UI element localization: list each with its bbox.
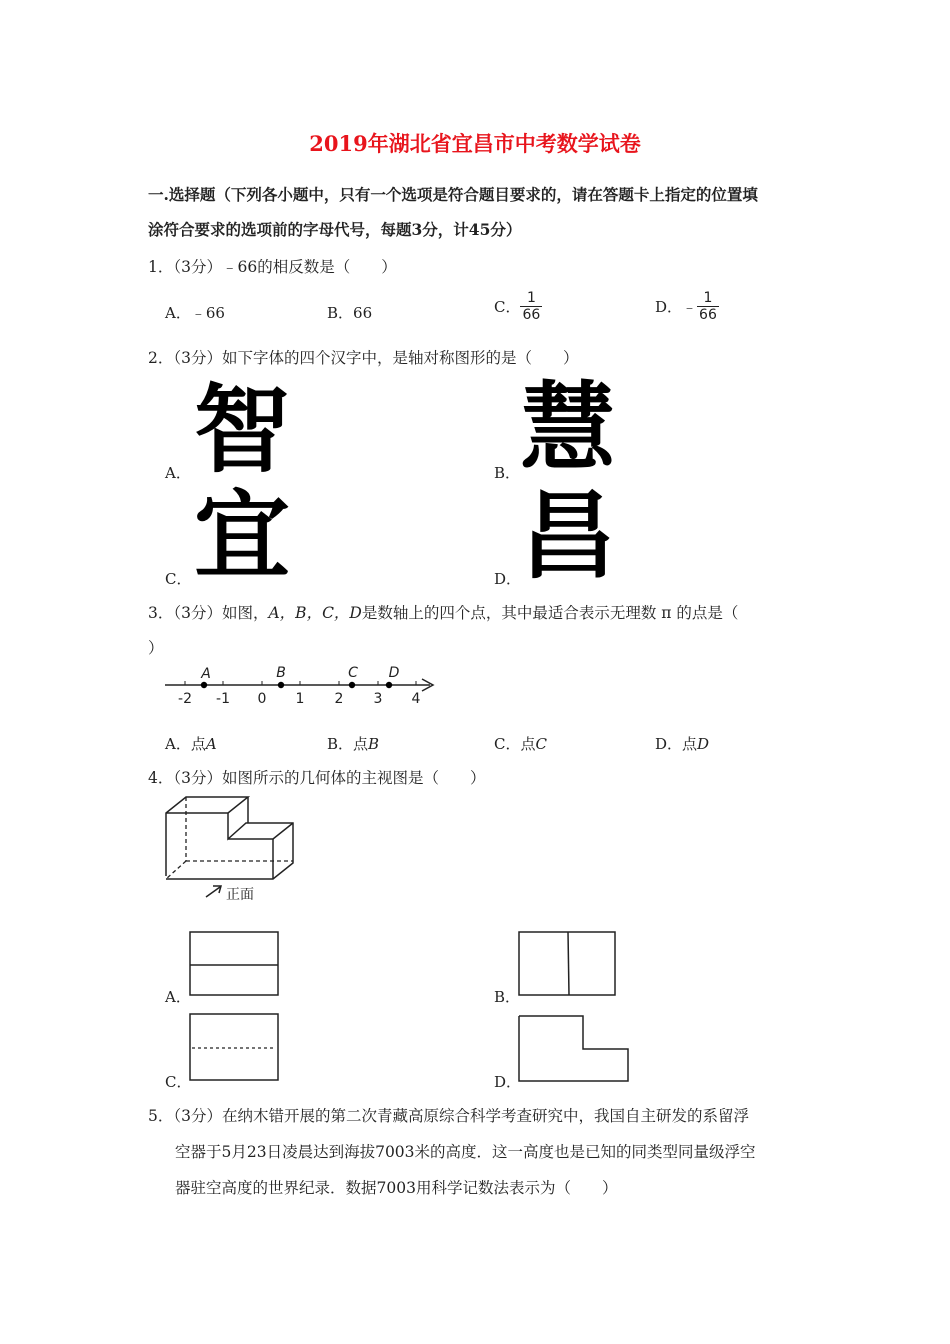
q1-option-c: [494, 290, 542, 323]
q2-option-c: C．: [165, 570, 192, 588]
q1-option-b: B．66: [327, 304, 373, 322]
tick-label-neg1: -1: [216, 691, 230, 707]
q4-option-a-figure: [188, 930, 283, 1000]
q3-option-b-var: B: [368, 735, 380, 753]
q3-option-b: [327, 733, 379, 754]
point-d-dot: [386, 682, 392, 688]
q3-option-d-var: D: [697, 735, 710, 753]
q2-option-d: D．: [494, 570, 522, 588]
q3-option-c: [494, 733, 547, 754]
q4-option-b: B．: [494, 988, 521, 1006]
q4-option-c: C．: [165, 1073, 192, 1091]
q4-option-c-figure: [188, 1012, 283, 1084]
front-view-arrow: [206, 887, 220, 897]
q1-option-c-fraction: [520, 290, 542, 323]
q2-char-a: 智: [194, 374, 290, 486]
q4-d-outline: [519, 1016, 628, 1081]
point-b-label: B: [276, 665, 286, 681]
q4-b-midline: [568, 932, 569, 995]
q4-option-a: A．: [165, 988, 191, 1006]
tick-label-4: 4: [411, 691, 421, 707]
q3-option-a-label: A．点: [165, 735, 206, 753]
q1-option-d-label: D．: [655, 298, 683, 316]
q2-option-a: A．: [165, 464, 191, 482]
q1-d-numerator: 1: [697, 290, 719, 307]
q4-stem: 4．（3分）如图所示的几何体的主视图是（ ）: [148, 769, 486, 787]
q4-option-d: D．: [494, 1073, 522, 1091]
point-c-label: C: [348, 665, 358, 681]
hidden-edge-diagonal: [166, 861, 186, 879]
tick-label-neg2: -2: [178, 691, 192, 707]
q3-option-a: [165, 733, 217, 754]
q3-option-c-label: C．点: [494, 735, 536, 753]
point-c-dot: [349, 682, 355, 688]
number-line-figure: [160, 660, 445, 710]
q1-d-denominator: 66: [699, 307, 717, 323]
solid-figure: [160, 795, 305, 910]
point-a-dot: [201, 682, 207, 688]
q1-c-numerator: 1: [520, 290, 542, 307]
q3-option-d-label: D．点: [655, 735, 698, 753]
q5-stem-line1: 5．（3分）在纳木错开展的第二次青藏高原综合科学考查研究中，我国自主研发的系留浮: [148, 1107, 749, 1125]
q4-option-b-figure: [517, 930, 617, 1000]
tick-label-3: 3: [373, 691, 383, 707]
q1-option-a: A．﹣66: [165, 304, 225, 322]
q3-option-a-var: A: [205, 735, 217, 753]
tick-label-1: 1: [295, 691, 305, 707]
q4-option-d-figure: [517, 1014, 632, 1084]
section-heading-line2: 涂符合要求的选项前的字母代号，每题3分，计45分）: [148, 220, 522, 239]
q1-option-d: [655, 290, 719, 323]
q5-stem-line3: 器驻空高度的世界纪录．数据7003用科学记数法表示为（ ）: [175, 1179, 618, 1197]
q2-char-b: 慧: [520, 372, 616, 484]
q3-option-c-var: C: [535, 735, 547, 753]
q1-stem: 1．（3分）﹣66的相反数是（ ）: [148, 258, 397, 276]
q3-stem-part2: 是数轴上的四个点，其中最适合表示无理数 π 的点是（: [361, 604, 739, 622]
q4-a-outline: [190, 932, 278, 995]
q4-c-outline: [190, 1014, 278, 1080]
tick-label-2: 2: [334, 691, 344, 707]
q2-option-b: B．: [494, 464, 521, 482]
q3-stem-close: ）: [148, 639, 164, 657]
q2-stem: 2．（3分）如下字体的四个汉字中，是轴对称图形的是（ ）: [148, 349, 579, 367]
q1-option-d-fraction: [697, 290, 719, 323]
page-title: 2019年湖北省宜昌市中考数学试卷: [309, 131, 641, 156]
q5-stem-line2: 空器于5月23日凌晨达到海拔7003米的高度．这一高度也是已知的同类型同量级浮空: [175, 1143, 756, 1161]
section-heading-line1: 一.选择题（下列各小题中，只有一个选项是符合题目要求的，请在答题卡上指定的位置填: [148, 185, 758, 204]
q1-d-sign: ﹣: [682, 298, 698, 316]
q2-char-c: 宜: [194, 480, 290, 592]
point-d-label: D: [388, 665, 400, 681]
solid-top-left-face: [166, 797, 248, 876]
front-view-label: 正面: [226, 887, 254, 903]
tick-label-0: 0: [257, 691, 267, 707]
q1-c-denominator: 66: [522, 307, 541, 323]
q3-stem-part1: 3．（3分）如图，: [148, 604, 269, 622]
q2-char-d: 昌: [520, 480, 616, 592]
point-a-label: A: [201, 666, 211, 682]
solid-outline: [166, 813, 293, 879]
q3-stem: [148, 601, 738, 623]
point-b-dot: [278, 682, 284, 688]
q4-b-outline: [519, 932, 615, 995]
q3-option-b-label: B．点: [327, 735, 369, 753]
q3-option-d: [655, 733, 709, 754]
q3-stem-vars: A，B，C，D: [268, 604, 362, 622]
q1-option-c-label: C．: [494, 298, 521, 316]
